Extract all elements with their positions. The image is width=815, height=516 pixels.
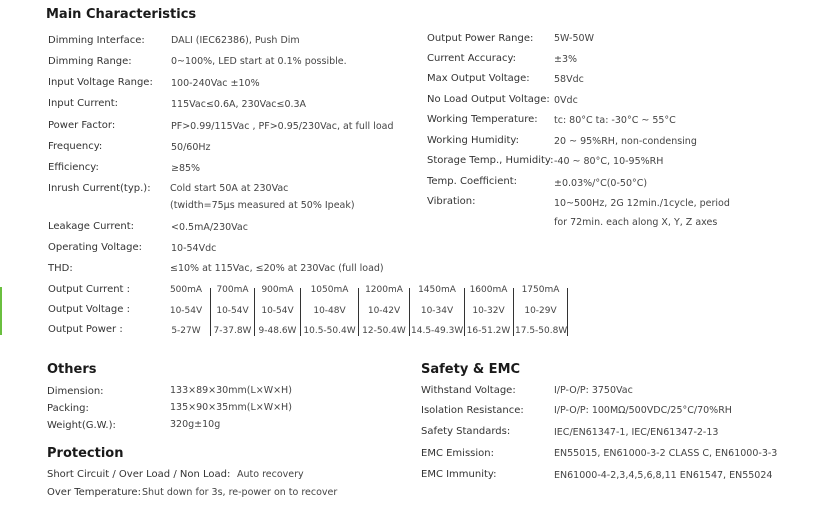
spec-value: PF>0.99/115Vac , PF>0.95/230Vac, at full load	[171, 121, 394, 132]
spec-label: Output Power Range:	[427, 33, 534, 44]
column-divider	[210, 288, 211, 336]
spec-label: Max Output Voltage:	[427, 73, 530, 84]
spec-value: 320g±10g	[170, 419, 221, 430]
spec-label: Working Temperature:	[427, 114, 538, 125]
spec-value: Cold start 50A at 230Vac	[170, 183, 289, 194]
spec-label: Temp. Coefficient:	[427, 176, 517, 187]
spec-label: Power Factor:	[48, 120, 116, 131]
spec-value: tc: 80°C ta: -30°C ~ 55°C	[554, 115, 676, 126]
spec-value: EN61000-4-2,3,4,5,6,8,11 EN61547, EN55024	[554, 470, 773, 481]
spec-label: Working Humidity:	[427, 135, 519, 146]
column-divider	[358, 288, 359, 336]
spec-value: 0~100%, LED start at 0.1% possible.	[171, 56, 347, 67]
spec-value: DALI (IEC62386), Push Dim	[171, 35, 300, 46]
spec-label: Dimming Range:	[48, 56, 132, 67]
table-cell: 10-54V	[261, 306, 294, 316]
spec-value: I/P-O/P: 3750Vac	[554, 385, 633, 396]
spec-value: 115Vac≤0.6A, 230Vac≤0.3A	[171, 99, 307, 110]
spec-value-note: for 72min. each along X, Y, Z axes	[554, 217, 718, 228]
spec-value: ±0.03%/°C(0-50°C)	[554, 178, 648, 189]
spec-value: 10-54Vdc	[171, 243, 217, 254]
column-divider	[513, 288, 514, 336]
spec-value: I/P-O/P: 100MΩ/500VDC/25°C/70%RH	[554, 405, 732, 416]
spec-label: Short Circuit / Over Load / Non Load:	[47, 469, 231, 480]
spec-value: Shut down for 3s, re-power on to recover	[142, 487, 338, 498]
spec-label: Dimension:	[47, 386, 104, 397]
spec-label: Safety Standards:	[421, 426, 511, 437]
spec-label: Current Accuracy:	[427, 53, 517, 64]
table-cell: 1600mA	[469, 285, 508, 295]
table-cell: 700mA	[216, 285, 249, 295]
spec-value: 20 ~ 95%RH, non-condensing	[554, 136, 697, 147]
spec-value: 10~500Hz, 2G 12min./1cycle, period	[554, 198, 730, 209]
protection-title: Protection	[47, 446, 124, 461]
row-label-voltage: Output Voltage :	[48, 304, 130, 315]
spec-value: EN55015, EN61000-3-2 CLASS C, EN61000-3-3	[554, 448, 778, 459]
spec-label: Operating Voltage:	[48, 242, 143, 253]
table-cell: 10-32V	[472, 306, 505, 316]
column-divider	[567, 288, 568, 336]
spec-value: ≥85%	[171, 163, 201, 174]
table-cell: 1750mA	[521, 285, 560, 295]
column-divider	[409, 288, 410, 336]
spec-label: EMC Immunity:	[421, 469, 497, 480]
spec-label: Frequency:	[48, 141, 103, 152]
table-cell: 16-51.2W	[466, 326, 511, 336]
spec-label: Weight(G.W.):	[47, 420, 116, 431]
spec-label: Input Voltage Range:	[48, 77, 153, 88]
spec-value: ≤10% at 115Vac, ≤20% at 230Vac (full load)	[170, 263, 384, 274]
spec-label: Isolation Resistance:	[421, 405, 524, 416]
spec-label: THD:	[48, 263, 73, 274]
table-cell: 10-42V	[367, 306, 401, 316]
accent-bar	[0, 287, 2, 335]
spec-value: 58Vdc	[554, 74, 584, 85]
spec-label: No Load Output Voltage:	[427, 94, 550, 105]
table-cell: 10.5-50.4W	[303, 326, 356, 336]
table-cell: 10-54V	[216, 306, 249, 316]
table-cell: 10-34V	[420, 306, 454, 316]
spec-label: Inrush Current(typ.):	[48, 183, 151, 194]
spec-value: ±3%	[554, 54, 578, 65]
spec-value: -40 ~ 80°C, 10-95%RH	[554, 156, 664, 167]
spec-value: <0.5mA/230Vac	[171, 222, 248, 233]
spec-label: Dimming Interface:	[48, 35, 145, 46]
table-cell: 1200mA	[365, 285, 403, 295]
spec-label: Leakage Current:	[48, 221, 135, 232]
column-divider	[300, 288, 301, 336]
row-label-current: Output Current :	[48, 284, 131, 295]
table-cell: 9-48.6W	[258, 326, 297, 336]
spec-value: 100-240Vac ±10%	[171, 78, 260, 89]
others-title: Others	[47, 362, 97, 377]
table-cell: 900mA	[261, 285, 294, 295]
spec-label: Input Current:	[48, 98, 118, 109]
spec-value: 133×89×30mm(L×W×H)	[170, 385, 292, 396]
column-divider	[254, 288, 255, 336]
spec-value: Auto recovery	[237, 469, 304, 480]
spec-label: Withstand Voltage:	[421, 385, 516, 396]
table-cell: 10-29V	[524, 306, 557, 316]
table-cell: 14.5-49.3W	[411, 326, 464, 336]
table-cell: 500mA	[169, 285, 203, 295]
spec-label: Efficiency:	[48, 162, 99, 173]
spec-value-note: (twidth=75µs measured at 50% Ipeak)	[170, 200, 355, 211]
table-cell: 10-48V	[313, 306, 346, 316]
spec-label: Vibration:	[427, 196, 476, 207]
spec-label: Over Temperature:	[47, 487, 141, 498]
table-cell: 7-37.8W	[213, 326, 252, 336]
spec-label: EMC Emission:	[421, 448, 494, 459]
table-cell: 1450mA	[418, 285, 456, 295]
main-characteristics-title: Main Characteristics	[46, 7, 197, 22]
table-cell: 1050mA	[310, 285, 349, 295]
table-cell: 17.5-50.8W	[515, 326, 568, 336]
safety-emc-title: Safety & EMC	[421, 362, 521, 377]
spec-value: 135×90×35mm(L×W×H)	[170, 402, 292, 413]
table-cell: 5-27W	[171, 326, 201, 336]
spec-value: IEC/EN61347-1, IEC/EN61347-2-13	[554, 427, 719, 438]
table-cell: 12-50.4W	[362, 326, 406, 336]
spec-value: 50/60Hz	[171, 142, 211, 153]
spec-value: 5W-50W	[554, 33, 594, 44]
row-label-power: Output Power :	[48, 324, 123, 335]
table-cell: 10-54V	[169, 306, 203, 316]
spec-label: Storage Temp., Humidity:	[427, 155, 554, 166]
spec-label: Packing:	[47, 403, 89, 414]
spec-value: 0Vdc	[554, 95, 578, 106]
